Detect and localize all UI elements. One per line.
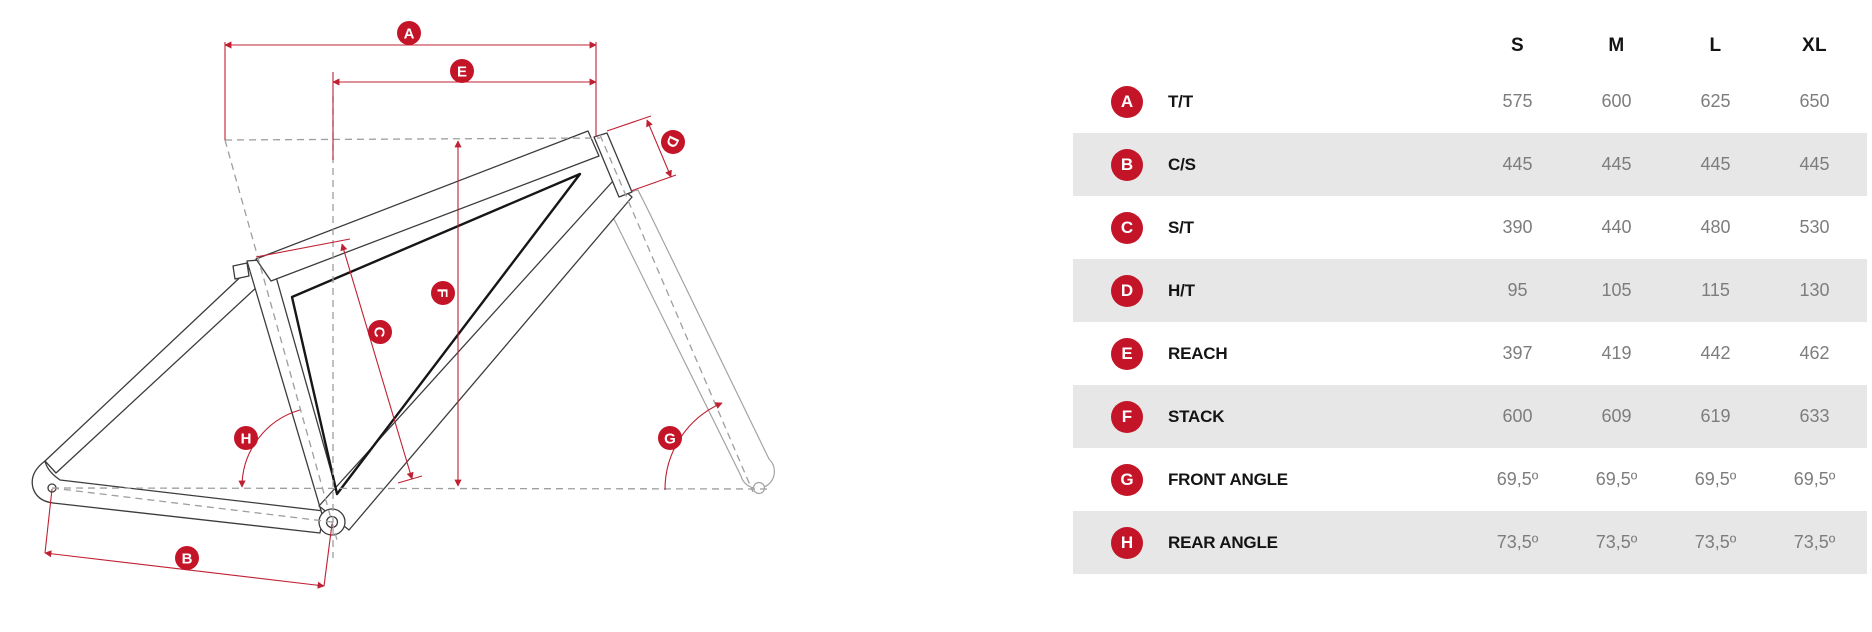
front-triangle-inner xyxy=(292,174,580,494)
badge-c xyxy=(368,320,392,344)
axle-level-line xyxy=(52,488,770,489)
badge-h xyxy=(234,426,258,450)
frame-geometry-diagram xyxy=(0,0,850,632)
table-body xyxy=(1073,70,1867,574)
size-header-row xyxy=(1073,21,1867,70)
badge-d-letter: D xyxy=(662,133,683,151)
badge-b xyxy=(175,546,199,570)
value-st-l: 480 xyxy=(1700,217,1731,237)
row-badge-g: G xyxy=(1111,464,1143,496)
row-label-rear-angle: REAR ANGLE xyxy=(1168,532,1278,552)
value-stack-s: 600 xyxy=(1502,406,1533,426)
value-ht-xl: 130 xyxy=(1799,280,1830,300)
row-badge-e: E xyxy=(1111,338,1143,370)
badge-e-letter: E xyxy=(456,63,468,81)
dim-a-top-tube xyxy=(225,42,596,140)
badge-d xyxy=(657,126,689,158)
seat-tube xyxy=(247,259,344,517)
value-front-angle-xl: 69,5º xyxy=(1793,469,1836,489)
value-ht-s: 95 xyxy=(1507,280,1528,300)
seat-stays xyxy=(45,268,258,473)
row-badge-h: H xyxy=(1111,527,1143,559)
value-reach-s: 397 xyxy=(1502,343,1533,363)
construction-lines xyxy=(52,96,770,558)
row-label-stack: STACK xyxy=(1168,406,1225,426)
table-row-st xyxy=(1073,196,1867,259)
geometry-table xyxy=(1073,21,1867,574)
row-label-st: S/T xyxy=(1168,217,1194,237)
value-tt-m: 600 xyxy=(1601,91,1632,111)
value-front-angle-s: 69,5º xyxy=(1496,469,1539,489)
row-badge-a: A xyxy=(1111,86,1143,118)
value-tt-s: 575 xyxy=(1502,91,1533,111)
row-badge-d: D xyxy=(1111,275,1143,307)
badge-f xyxy=(431,281,455,305)
value-rear-angle-l: 73,5º xyxy=(1694,532,1737,552)
badge-g-letter: G xyxy=(664,430,676,448)
badge-b-letter: B xyxy=(181,550,193,568)
value-st-xl: 530 xyxy=(1799,217,1830,237)
row-label-ht: H/T xyxy=(1168,280,1195,300)
value-front-angle-m: 69,5º xyxy=(1595,469,1638,489)
value-cs-m: 445 xyxy=(1601,154,1632,174)
value-rear-angle-m: 73,5º xyxy=(1595,532,1638,552)
value-ht-m: 105 xyxy=(1601,280,1632,300)
size-header-s: S xyxy=(1511,34,1524,56)
table-row-cs xyxy=(1073,133,1867,196)
badge-c-letter: C xyxy=(370,326,388,338)
table-row-ht xyxy=(1073,259,1867,322)
table-row-stack xyxy=(1073,385,1867,448)
value-rear-angle-xl: 73,5º xyxy=(1793,532,1836,552)
seat-clamp xyxy=(233,263,249,279)
value-stack-xl: 633 xyxy=(1799,406,1830,426)
table-row-tt xyxy=(1073,70,1867,133)
row-label-tt: T/T xyxy=(1168,91,1193,111)
head-top-level-line xyxy=(225,138,600,140)
value-st-m: 440 xyxy=(1601,217,1632,237)
diagram-badges xyxy=(175,21,689,570)
badge-f-letter: F xyxy=(433,288,451,298)
value-cs-l: 445 xyxy=(1700,154,1731,174)
table-row-reach xyxy=(1073,322,1867,385)
row-badge-c: C xyxy=(1111,212,1143,244)
size-header-xl: XL xyxy=(1802,34,1827,56)
badge-e xyxy=(450,59,474,83)
value-reach-xl: 462 xyxy=(1799,343,1830,363)
value-tt-l: 625 xyxy=(1700,91,1731,111)
value-cs-s: 445 xyxy=(1502,154,1533,174)
table-row-rear-angle xyxy=(1073,511,1867,574)
value-cs-xl: 445 xyxy=(1799,154,1830,174)
row-label-reach: REACH xyxy=(1168,343,1228,363)
value-front-angle-l: 69,5º xyxy=(1694,469,1737,489)
value-reach-m: 419 xyxy=(1601,343,1632,363)
badge-a xyxy=(397,21,421,45)
value-tt-xl: 650 xyxy=(1799,91,1830,111)
row-label-cs: C/S xyxy=(1168,154,1196,174)
row-label-front-angle: FRONT ANGLE xyxy=(1168,469,1288,489)
badge-a-letter: A xyxy=(403,25,415,43)
size-header-l: L xyxy=(1709,34,1722,56)
fork-outline xyxy=(603,190,774,494)
table-row-front-angle xyxy=(1073,448,1867,511)
badge-h-letter: H xyxy=(240,430,252,448)
value-stack-l: 619 xyxy=(1700,406,1731,426)
chain-stays xyxy=(32,461,324,533)
size-header-m: M xyxy=(1608,34,1625,56)
badge-g xyxy=(658,426,682,450)
value-st-s: 390 xyxy=(1502,217,1533,237)
value-stack-m: 609 xyxy=(1601,406,1632,426)
value-ht-l: 115 xyxy=(1701,280,1730,300)
row-badge-b: B xyxy=(1111,149,1143,181)
value-reach-l: 442 xyxy=(1700,343,1731,363)
row-badge-f: F xyxy=(1111,401,1143,433)
value-rear-angle-s: 73,5º xyxy=(1496,532,1539,552)
